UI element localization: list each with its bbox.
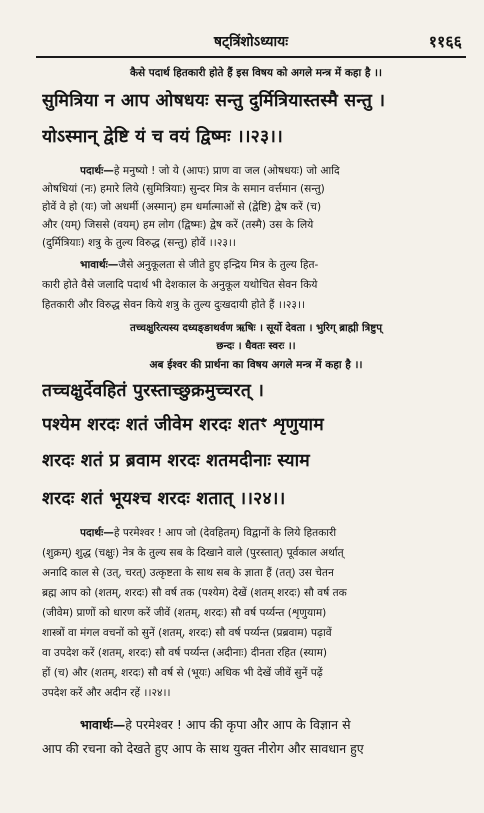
rishi-devata-line: छन्दः । धैवतः स्वरः ।। (216, 341, 296, 352)
bhavartha-line: कारी होते वैसे जलादि पदार्थ भी देशकाल के अनुकूल यथोचित सेवन किये (42, 279, 318, 291)
padartha-line: (जीवेम) प्राणों को धारण करें जीवें (शतम्, शरदः) सौ वर्ष पर्य्यन्त (शृणुयाम) (42, 607, 327, 619)
mantra-line: तच्चक्षुर्देवहितं पुरस्ताच्छुक्रमुच्चरत् । (42, 381, 265, 401)
bhavartha-label: भावार्थः— (80, 259, 119, 271)
page-header (36, 28, 466, 58)
padartha-line: हों (च) और (शतम्, शरदः) सौ वर्ष से (भूयः) अधिक भी देखें जीवें सुनें पढ़ें (42, 667, 323, 679)
padartha-line: (दुर्मित्रियाः) शत्रु के तुल्य विरुद्ध (सन्तु) होवें ।।२३।। (42, 237, 236, 249)
padartha-label: पदार्थः— (80, 527, 114, 539)
padartha-line: ब्रह्म आप को (शतम्, शरदः) सौ वर्ष तक (पश्येम) देखें (शतम् शरदः) सौ वर्ष तक (42, 587, 347, 599)
bhavartha-line (80, 716, 470, 733)
mantra-line: शरदः शतं प्र ब्रवाम शरदः शतमदीनाः स्याम (42, 451, 310, 471)
intro-text: कैसे पदार्थ हितकारी होते हैं इस विषय को अगले मन्त्र में कहा है ।। (129, 67, 383, 79)
padartha-text: हे मनुष्यो ! जो ये (आपः) प्राण वा जल (ओषधयः) जो आदि (113, 165, 340, 177)
padartha-text: हे परमेश्वर ! आप जो (देवहितम्) विद्वानों के लिये हितकारी (113, 527, 337, 539)
mantra-line: सुमित्रिया न आप ओषधयः सन्तु दुर्मित्रियास्तस्मै सन्तु । (42, 91, 386, 111)
padartha-line (80, 526, 470, 540)
padartha-line: और (यम्) जिससे (वयम्) हम लोग (द्विष्मः) द्वेष करें (तस्मै) उस के लिये (42, 219, 314, 231)
bhavartha-line (80, 258, 470, 272)
rishi-devata-line: तच्चक्षुरित्यस्य दध्यङ्ङाथर्वण ऋषिः । सूर्यो देवता । भुरिग् ब्राह्मी त्रिष्टुप् (129, 323, 383, 334)
padartha-line: शास्त्रों वा मंगल वचनों को सुनें (शतम्, शरदः) सौ वर्ष पर्य्यन्त (प्रब्रवाम) पढ़ावें (42, 627, 332, 639)
padartha-line: ओषधियां (नः) हमारे लिये (सुमित्रियाः) सुन्दर मित्र के समान वर्त्तमान (सन्तु) (42, 183, 325, 195)
mantra-line: योऽस्मान् द्वेष्टि यं च वयं द्विष्मः ।।२३।। (42, 127, 283, 147)
page-number: ११६६ (428, 32, 462, 51)
padartha-line: उपदेश करें और अदीन रहें ।।२४।। (42, 687, 171, 699)
padartha-line: वा उपदेश करें (शतम्, शरदः) सौ वर्ष पर्य्यन्त (अदीनाः) दीनता रहित (स्याम) (42, 647, 328, 659)
bhavartha-label: भावार्थः— (80, 717, 126, 732)
bhavartha-line: हितकारी और विरुद्ध सेवन किये शत्रु के तुल्य दुःखदायी होते हैं ।।२३।। (42, 299, 305, 311)
bhavartha-line: आप की रचना को देखते हुए आप के साथ युक्त नीरोग और सावधान हुए (42, 741, 364, 756)
padartha-label: पदार्थः— (80, 165, 114, 177)
padartha-line: अनादि काल से (उत्, चरत्) उत्कृष्टता के साथ सब के ज्ञाता हैं (तत्) उस चेतन (42, 567, 334, 579)
bhavartha-text: हे परमेश्वर ! आप की कृपा और आप के विज्ञान से (125, 717, 351, 732)
padartha-line: होवें वे हो (यः) जो अधर्मी (अस्मान्) हम धर्मात्माओं से (द्वेष्टि) द्वेष करें (च) (42, 201, 322, 213)
padartha-line: (शुक्रम्) शुद्ध (चक्षुः) नेत्र के तुल्य सब के दिखाने वाले (पुरस्तात्) पूर्वकाल अर्थात् (42, 547, 344, 559)
bhavartha-text: जैसे अनुकूलता से जीते हुए इन्द्रिय मित्र के तुल्य हित- (118, 259, 319, 271)
padartha-line (80, 164, 470, 178)
mantra-line: शरदः शतं भूयश्च शरदः शतात् ।।२४।। (42, 489, 286, 509)
intro-text: अब ईश्वर की प्रार्थना का विषय अगले मन्त्र में कहा है ।। (149, 359, 363, 371)
mantra-line: पश्येम शरदः शतं जीवेम शरदः शतꣳ शृणुयाम (42, 415, 324, 435)
chapter-title: षट्त्रिंशोऽध्यायः (213, 34, 289, 50)
